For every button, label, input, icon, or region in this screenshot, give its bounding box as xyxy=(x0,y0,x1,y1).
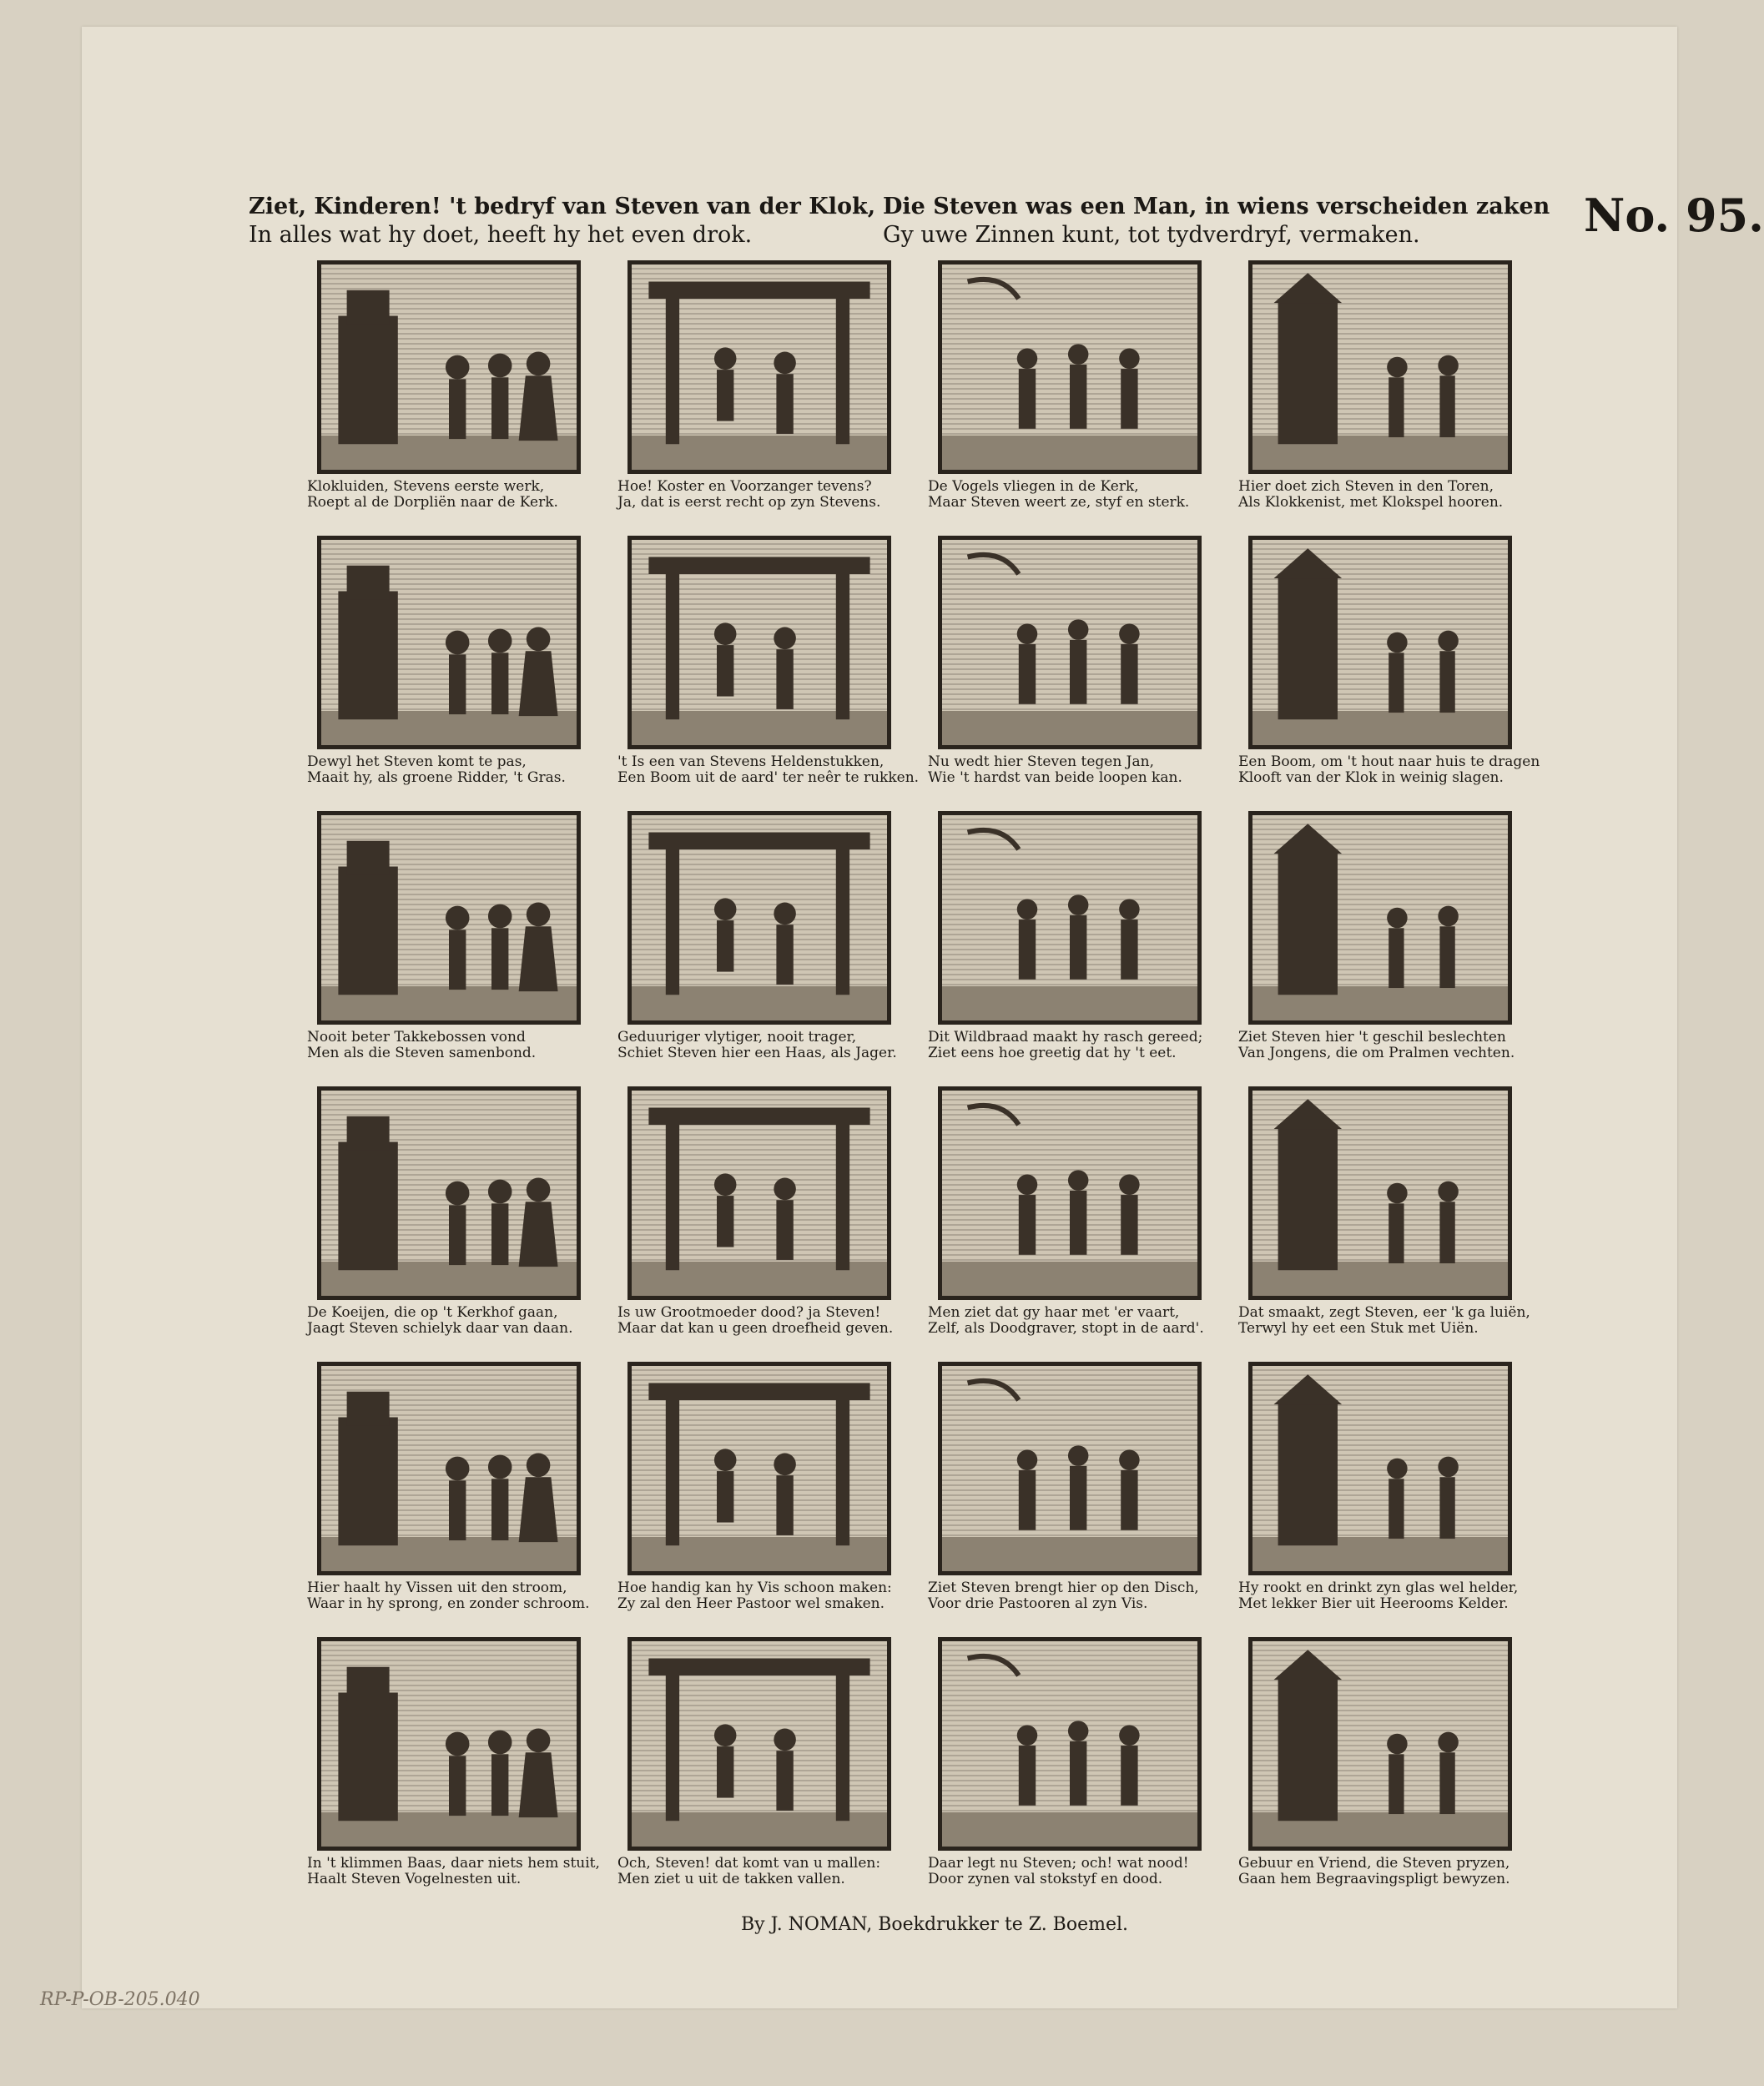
caption-line-2: Gaan hem Begraavingspligt bewyzen. xyxy=(1238,1871,1510,1887)
caption-line-2: Van Jongens, die om Pralmen vechten. xyxy=(1238,1045,1515,1061)
woodcut-panel xyxy=(928,811,1245,1080)
caption-line-1: In 't klimmen Baas, daar niets hem stuit, xyxy=(307,1855,600,1872)
caption-line-1: Dit Wildbraad maakt hy rasch gereed; xyxy=(928,1029,1203,1046)
caption-line-2: Maar dat kan u geen droefheid geven. xyxy=(617,1320,894,1337)
woodcut-illustration xyxy=(1248,1362,1512,1575)
caption-line-1: Dat smaakt, zegt Steven, eer 'k ga luiën, xyxy=(1238,1304,1530,1321)
caption-line-1: Nooit beter Takkebossen vond xyxy=(307,1029,526,1046)
panel-caption xyxy=(928,479,1228,511)
print-sheet xyxy=(82,27,1764,2008)
panel-caption xyxy=(1238,1580,1539,1612)
caption-line-1: Ziet Steven hier 't geschil beslechten xyxy=(1238,1029,1506,1046)
header-right-line-1: Die Steven was een Man, in wiens verscheiden zaken xyxy=(883,194,1550,219)
caption-line-1: De Vogels vliegen in de Kerk, xyxy=(928,478,1139,495)
panel-caption xyxy=(307,479,607,511)
woodcut-illustration xyxy=(938,1086,1202,1300)
panel-caption xyxy=(928,754,1228,786)
woodcut-illustration xyxy=(1248,1637,1512,1851)
caption-line-2: Terwyl hy eet een Stuk met Uiën. xyxy=(1238,1320,1479,1337)
panel-caption xyxy=(307,1856,607,1887)
woodcut-panel xyxy=(617,260,935,529)
caption-line-1: Gebuur en Vriend, die Steven pryzen, xyxy=(1238,1855,1510,1872)
header-right-line-2: Gy uwe Zinnen kunt, tot tydverdryf, vermaken. xyxy=(883,222,1420,248)
woodcut-illustration xyxy=(938,1362,1202,1575)
caption-line-2: Ziet eens hoe greetig dat hy 't eet. xyxy=(928,1045,1177,1061)
caption-line-1: De Koeijen, die op 't Kerkhof gaan, xyxy=(307,1304,558,1321)
woodcut-panel xyxy=(928,536,1245,804)
header-left-line-2: In alles wat hy doet, heeft hy het even drok. xyxy=(249,222,753,248)
woodcut-panel xyxy=(307,536,624,804)
woodcut-illustration xyxy=(1248,536,1512,749)
woodcut-panel xyxy=(1238,1086,1555,1355)
caption-line-1: Hy rookt en drinkt zyn glas wel helder, xyxy=(1238,1580,1519,1596)
woodcut-illustration xyxy=(627,1362,891,1575)
woodcut-illustration xyxy=(317,260,581,474)
woodcut-panel xyxy=(1238,260,1555,529)
caption-line-1: Klokluiden, Stevens eerste werk, xyxy=(307,478,545,495)
woodcut-panel xyxy=(617,1637,935,1906)
panel-caption xyxy=(928,1856,1228,1887)
caption-line-1: Och, Steven! dat komt van u mallen: xyxy=(617,1855,881,1872)
woodcut-illustration xyxy=(627,260,891,474)
panel-caption xyxy=(307,1030,607,1061)
woodcut-panel xyxy=(1238,811,1555,1080)
caption-line-2: Jaagt Steven schielyk daar van daan. xyxy=(307,1320,573,1337)
panel-caption xyxy=(928,1030,1228,1061)
woodcut-illustration xyxy=(627,811,891,1025)
woodcut-illustration xyxy=(1248,1086,1512,1300)
inventory-number: RP-P-OB-205.040 xyxy=(40,1989,200,2010)
caption-line-1: Hoe! Koster en Voorzanger tevens? xyxy=(617,478,872,495)
panel-caption xyxy=(1238,1030,1539,1061)
woodcut-panel xyxy=(1238,1362,1555,1630)
woodcut-panel xyxy=(928,260,1245,529)
caption-line-2: Voor drie Pastooren al zyn Vis. xyxy=(928,1595,1148,1612)
caption-line-2: Zy zal den Heer Pastoor wel smaken. xyxy=(617,1595,885,1612)
caption-line-2: Wie 't hardst van beide loopen kan. xyxy=(928,769,1182,786)
woodcut-illustration xyxy=(317,536,581,749)
panel-caption xyxy=(307,754,607,786)
sheet-number: No. 95. xyxy=(1584,189,1764,242)
woodcut-illustration xyxy=(1248,811,1512,1025)
caption-line-2: Ja, dat is eerst recht op zyn Stevens. xyxy=(617,494,881,511)
caption-line-2: Zelf, als Doodgraver, stopt in de aard'. xyxy=(928,1320,1204,1337)
woodcut-panel xyxy=(928,1637,1245,1906)
woodcut-illustration xyxy=(938,1637,1202,1851)
woodcut-illustration xyxy=(317,1362,581,1575)
woodcut-panel xyxy=(617,1362,935,1630)
woodcut-panel xyxy=(617,811,935,1080)
woodcut-panel xyxy=(307,260,624,529)
caption-line-1: Hier haalt hy Vissen uit den stroom, xyxy=(307,1580,567,1596)
woodcut-panel xyxy=(928,1362,1245,1630)
panel-caption xyxy=(1238,1305,1539,1337)
caption-line-1: Ziet Steven brengt hier op den Disch, xyxy=(928,1580,1199,1596)
caption-line-2: Een Boom uit de aard' ter neêr te rukken. xyxy=(617,769,920,786)
panel-caption xyxy=(617,1580,918,1612)
woodcut-illustration xyxy=(627,536,891,749)
printer-imprint: By J. NOMAN, Boekdrukker te Z. Boemel. xyxy=(741,1914,1129,1935)
sheet-header xyxy=(249,189,1764,250)
caption-line-2: Maait hy, als groene Ridder, 't Gras. xyxy=(307,769,566,786)
panel-caption xyxy=(617,754,918,786)
caption-line-2: Door zynen val stokstyf en dood. xyxy=(928,1871,1163,1887)
woodcut-grid xyxy=(307,260,1540,1887)
woodcut-panel xyxy=(1238,1637,1555,1906)
panel-caption xyxy=(1238,754,1539,786)
woodcut-panel xyxy=(307,1362,624,1630)
woodcut-panel xyxy=(307,811,624,1080)
woodcut-panel xyxy=(617,1086,935,1355)
caption-line-1: 't Is een van Stevens Heldenstukken, xyxy=(617,753,885,770)
woodcut-panel xyxy=(307,1637,624,1906)
panel-caption xyxy=(928,1580,1228,1612)
caption-line-2: Roept al de Dorpliën naar de Kerk. xyxy=(307,494,558,511)
woodcut-panel xyxy=(617,536,935,804)
woodcut-illustration xyxy=(317,1637,581,1851)
caption-line-1: Men ziet dat gy haar met 'er vaart, xyxy=(928,1304,1180,1321)
caption-line-1: Hier doet zich Steven in den Toren, xyxy=(1238,478,1494,495)
caption-line-1: Hoe handig kan hy Vis schoon maken: xyxy=(617,1580,892,1596)
caption-line-1: Nu wedt hier Steven tegen Jan, xyxy=(928,753,1154,770)
panel-caption xyxy=(617,1856,918,1887)
caption-line-2: Met lekker Bier uit Heerooms Kelder. xyxy=(1238,1595,1509,1612)
caption-line-1: Dewyl het Steven komt te pas, xyxy=(307,753,527,770)
woodcut-illustration xyxy=(317,1086,581,1300)
panel-caption xyxy=(617,1305,918,1337)
caption-line-2: Schiet Steven hier een Haas, als Jager. xyxy=(617,1045,897,1061)
caption-line-2: Men ziet u uit de takken vallen. xyxy=(617,1871,845,1887)
caption-line-1: Is uw Grootmoeder dood? ja Steven! xyxy=(617,1304,881,1321)
caption-line-2: Waar in hy sprong, en zonder schroom. xyxy=(307,1595,590,1612)
caption-line-2: Maar Steven weert ze, styf en sterk. xyxy=(928,494,1190,511)
woodcut-panel xyxy=(928,1086,1245,1355)
woodcut-illustration xyxy=(938,260,1202,474)
woodcut-illustration xyxy=(938,536,1202,749)
woodcut-panel xyxy=(307,1086,624,1355)
caption-line-2: Klooft van der Klok in weinig slagen. xyxy=(1238,769,1504,786)
caption-line-2: Als Klokkenist, met Klokspel hooren. xyxy=(1238,494,1504,511)
woodcut-panel xyxy=(1238,536,1555,804)
caption-line-2: Haalt Steven Vogelnesten uit. xyxy=(307,1871,522,1887)
woodcut-illustration xyxy=(627,1086,891,1300)
caption-line-2: Men als die Steven samenbond. xyxy=(307,1045,537,1061)
panel-caption xyxy=(617,479,918,511)
caption-line-1: Een Boom, om 't hout naar huis te dragen xyxy=(1238,753,1540,770)
panel-caption xyxy=(1238,479,1539,511)
panel-caption xyxy=(1238,1856,1539,1887)
panel-caption xyxy=(307,1580,607,1612)
caption-line-1: Geduuriger vlytiger, nooit trager, xyxy=(617,1029,857,1046)
header-left-line-1: Ziet, Kinderen! 't bedryf van Steven van der Klok, xyxy=(249,194,876,219)
panel-caption xyxy=(928,1305,1228,1337)
panel-caption xyxy=(307,1305,607,1337)
woodcut-illustration xyxy=(317,811,581,1025)
caption-line-1: Daar legt nu Steven; och! wat nood! xyxy=(928,1855,1189,1872)
panel-caption xyxy=(617,1030,918,1061)
woodcut-illustration xyxy=(1248,260,1512,474)
woodcut-illustration xyxy=(627,1637,891,1851)
woodcut-illustration xyxy=(938,811,1202,1025)
